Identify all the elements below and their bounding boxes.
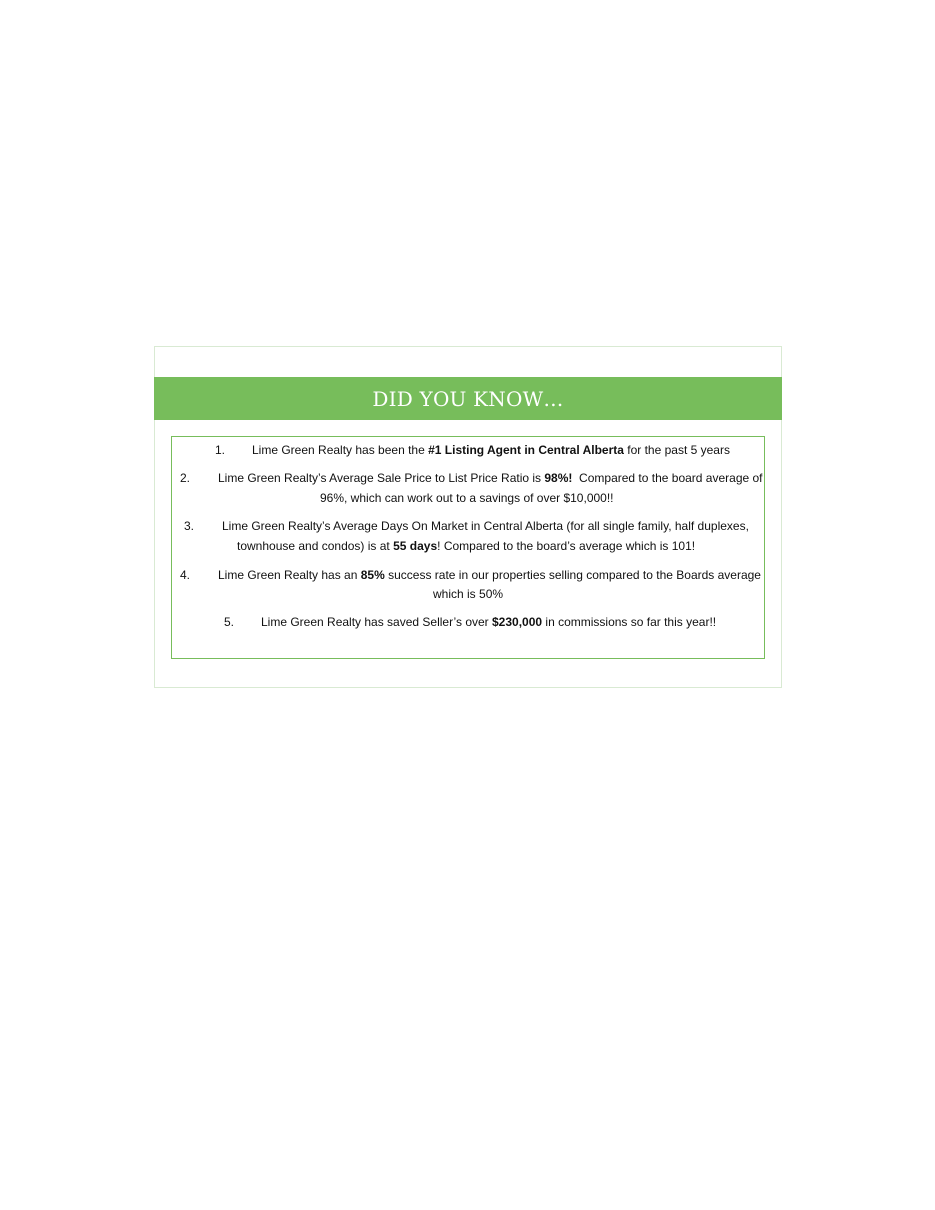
fact-4-line-2: which is 50%	[433, 587, 504, 601]
fact-3-number: 3.	[184, 519, 195, 533]
fact-3-highlight: 55 days	[393, 539, 438, 553]
fact-4-highlight: 85%	[360, 568, 385, 582]
fact-2-line-1	[218, 468, 763, 488]
fact-1-highlight: #1 Listing Agent in Central Alberta	[428, 443, 624, 457]
fact-3-line-2	[237, 536, 695, 556]
fact-3-line-2-post: ! Compared to the board’s average which is 101!	[437, 539, 696, 553]
fact-1-text	[252, 440, 730, 460]
banner-title: DID YOU KNOW…	[372, 386, 564, 411]
fact-3-line-1: Lime Green Realty’s Average Days On Market in Central Alberta (for all single family, half duplexes,	[222, 519, 749, 533]
fact-1-pre: Lime Green Realty has been the	[252, 443, 429, 457]
fact-2-highlight: 98%!	[544, 471, 573, 485]
did-you-know-banner	[154, 377, 782, 420]
fact-4-line-1-post: success rate in our properties selling compared to the Boards average	[384, 568, 761, 582]
fact-4-line-1	[218, 565, 761, 585]
fact-2-line-1-pre: Lime Green Realty’s Average Sale Price to List Price Ratio is	[218, 471, 545, 485]
fact-1-number: 1.	[215, 443, 226, 457]
fact-2-line-1-post: Compared to the board average of	[572, 471, 763, 485]
fact-4-number: 4.	[180, 568, 191, 582]
fact-5-highlight: $230,000	[492, 615, 543, 629]
fact-2-line-2: 96%, which can work out to a savings of over $10,000!!	[320, 491, 614, 505]
fact-5-pre: Lime Green Realty has saved Seller’s over	[261, 615, 492, 629]
fact-5-text	[261, 612, 716, 632]
fact-3-line-2-pre: townhouse and condos) is at	[237, 539, 394, 553]
fact-4-line-1-pre: Lime Green Realty has an	[218, 568, 361, 582]
fact-5-number: 5.	[224, 615, 235, 629]
fact-2-number: 2.	[180, 471, 191, 485]
fact-1-post: for the past 5 years	[623, 443, 730, 457]
fact-5-post: in commissions so far this year!!	[542, 615, 717, 629]
